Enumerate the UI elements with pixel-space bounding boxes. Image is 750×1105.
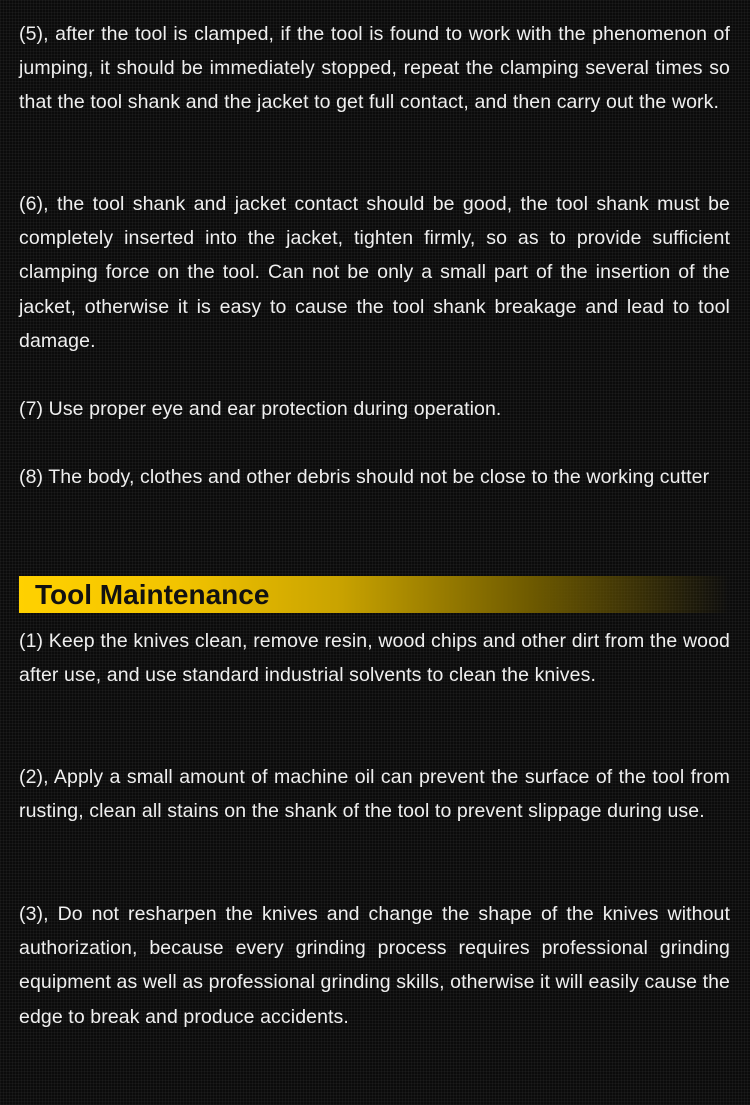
paragraph-5: (5), after the tool is clamped, if the tool is found to work with the phenomenon of jumping, it should be immediately stopped, repeat the clamping several times so that the tool shank and the jacket to get full contact, and then carry out the work. [19,23,730,114]
maintenance-item-3: (3), Do not resharpen the knives and change the shape of the knives without authorization, because every grinding process requires professional grinding equipment as well as professional grinding skills, otherwise it will easily cause the edge to break and produce accidents. [19,903,730,1028]
section-title: Tool Maintenance [35,579,270,610]
maintenance-item-2: (2), Apply a small amount of machine oil can prevent the surface of the tool from rusting, clean all stains on the shank of the tool to prevent slippage during use. [19,766,730,823]
section-header-bar [19,576,730,613]
maintenance-item-1: (1) Keep the knives clean, remove resin, wood chips and other dirt from the wood after use, and use standard industrial solvents to clean the knives. [19,630,730,687]
paragraph-8: (8) The body, clothes and other debris should not be close to the working cutter [19,466,710,488]
paragraph-6: (6), the tool shank and jacket contact should be good, the tool shank must be completely inserted into the jacket, tighten firmly, so as to provide sufficient clamping force on the tool. Can not be only a small part of the insertion of the jacket, otherwise it is easy to cause the tool shank breakage and lead to tool damage. [19,193,730,352]
paragraph-7: (7) Use proper eye and ear protection during operation. [19,398,502,420]
